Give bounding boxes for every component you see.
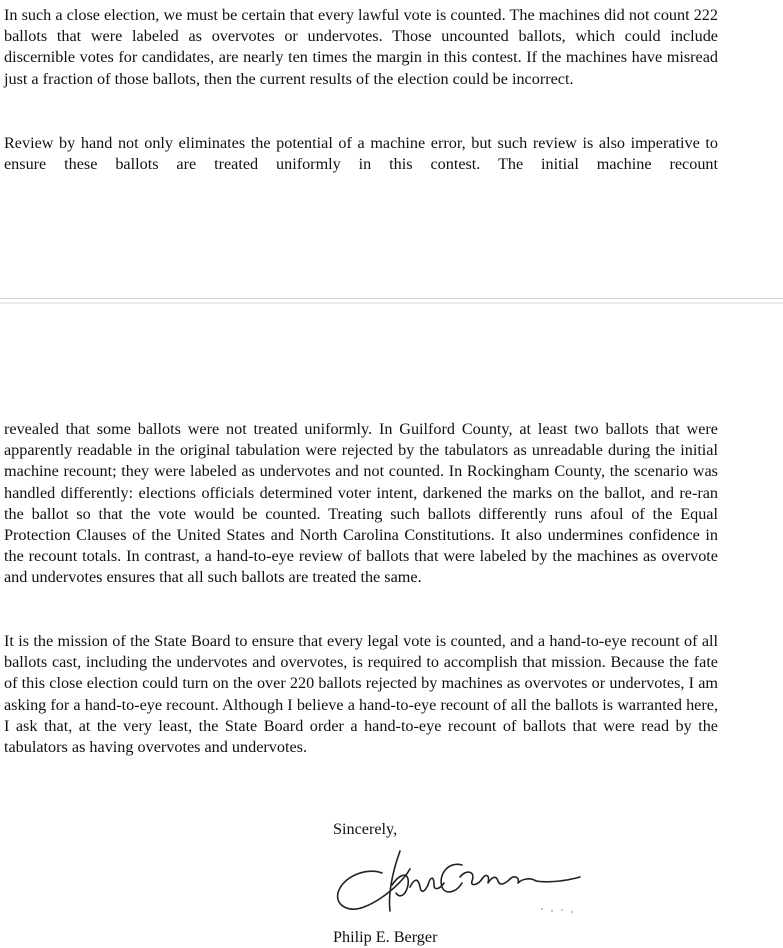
paragraph-uniform-treatment: revealed that some ballots were not treated uniformly. In Guilford County, at least two ballots that were apparently readable in the original tabulation were rejected by the tabulators as unreadable during the initial machine recount; they were labeled as undervotes and not counted. In Rockingham County, the scenario was handled differently: elections officials determined voter intent, darkened the marks on the ballot, and re-ran the ballot so that the vote would be counted. Treating such ballots differently runs afoul of the Equal Protection Clauses of the United States and North Carolina Constitutions. It also undermines confidence in the recount totals. In contrast, a hand-to-eye review of ballots that were labeled by the machines as overvote and undervotes ensures that all such ballots are treated the same. xyxy=(4,420,718,587)
page-top-section xyxy=(0,0,783,300)
closing-salutation: Sincerely, xyxy=(333,820,398,838)
paragraph-hand-review: Review by hand not only eliminates the potential of a machine error, but such review is also imperative to ensure these ballots are treated uniformly in this contest. The initial machine recount xyxy=(4,134,718,174)
signer-name: Philip E. Berger xyxy=(333,928,438,946)
paragraph-mission-request: It is the mission of the State Board to ensure that every legal vote is counted, and a hand-to-eye recount of all ballots cast, including the undervotes and overvotes, is required to accomplish that mission. Because the fate of this close election could turn on the over 220 ballots rejected by machines as overvotes or undervotes, I am asking for a hand-to-eye recount. Although I believe a hand-to-eye recount of all the ballots is warranted here, I ask that, at the very least, the State Board order a hand-to-eye recount of ballots that were read by the tabulators as having overvotes and undervotes. xyxy=(4,632,718,757)
handwritten-signature xyxy=(330,843,585,923)
paragraph-machine-count: In such a close election, we must be certain that every lawful vote is counted. The machines did not count 222 ballots that were labeled as overvotes or undervotes. Those uncounted ballots, which could include discernible votes for candidates, are nearly ten times the margin in this contest. If the machines have misread just a fraction of those ballots, then the current results of the election could be incorrect. xyxy=(4,6,718,88)
